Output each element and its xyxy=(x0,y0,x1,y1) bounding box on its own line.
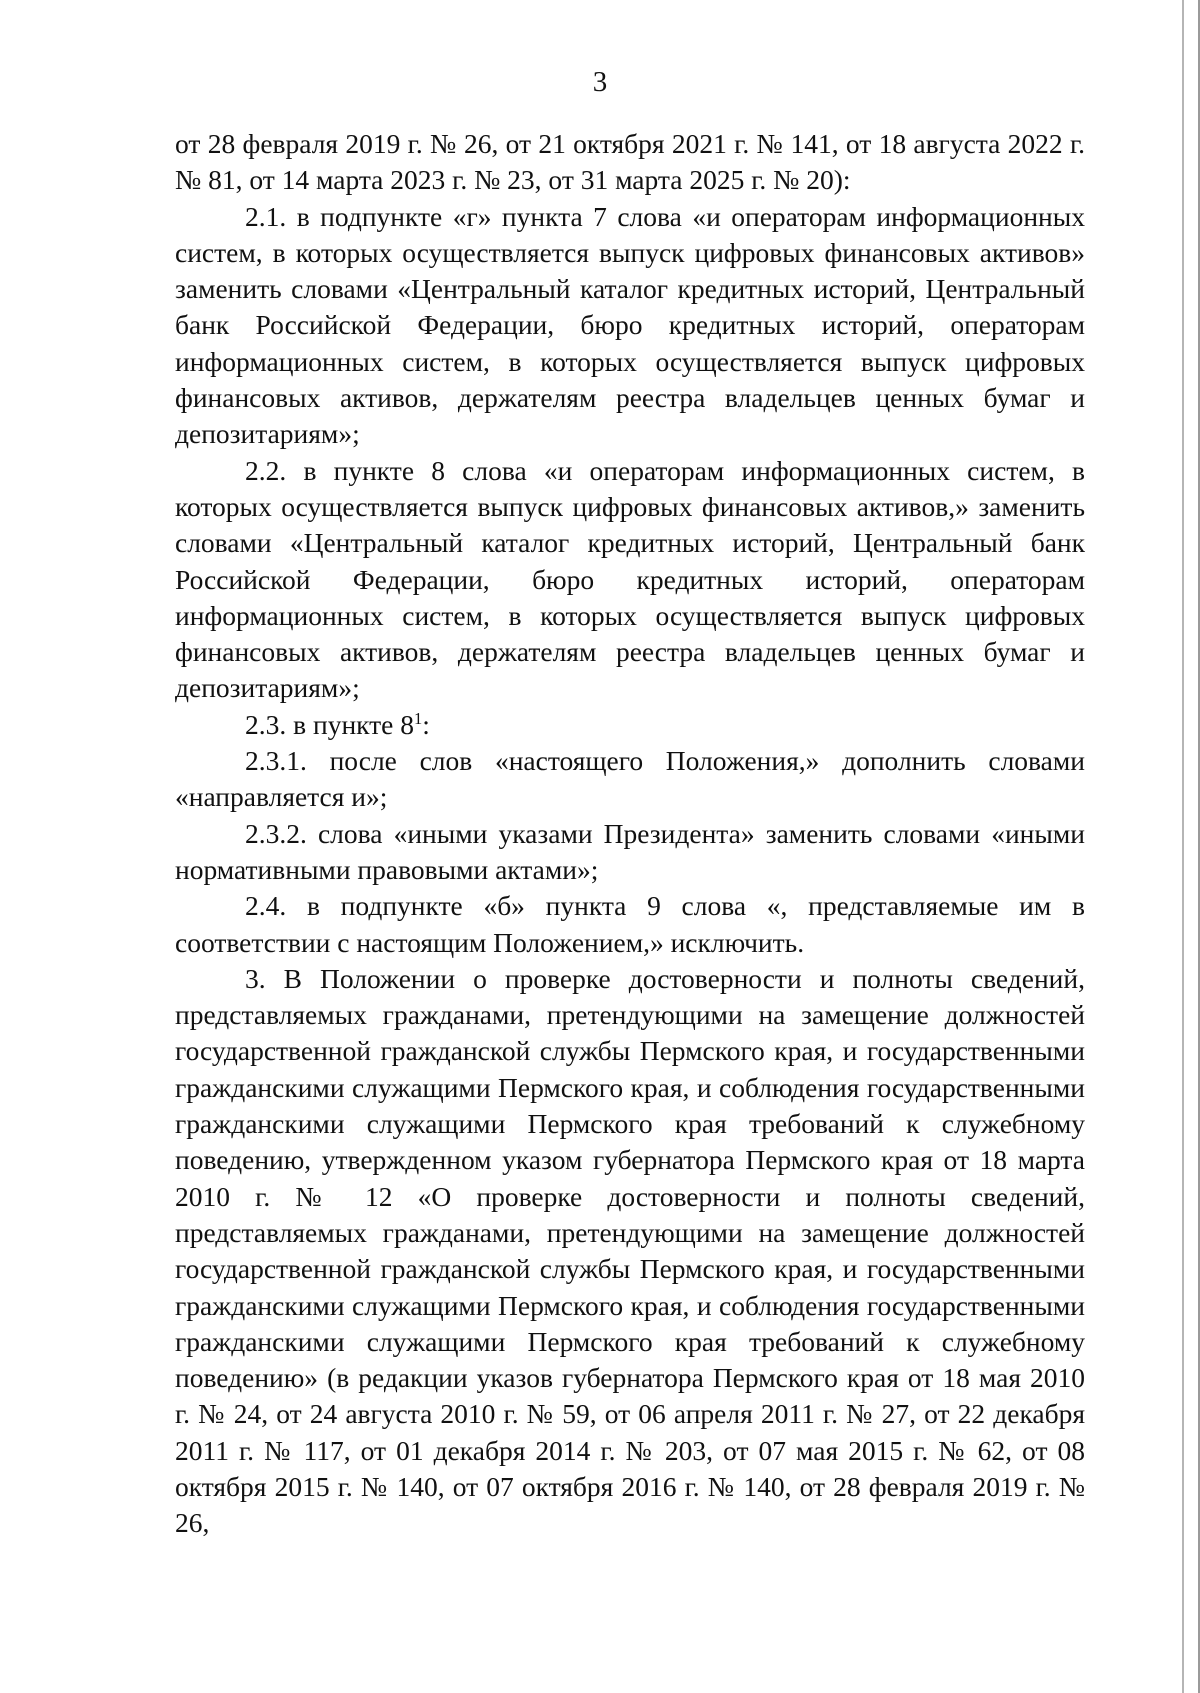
paragraph-2-2: 2.2. в пункте 8 слова «и операторам информационных систем, в которых осуществляется выпуск цифровых финансовых активов,» заменить словами «Центральный каталог кредитных историй, Центральный банк Российской Федерации, бюро кредитных историй, операторам информационных систем, в которых осуществляется выпуск цифровых финансовых активов, держателям реестра владельцев ценных бумаг и депозитариям»; xyxy=(175,454,1085,704)
scan-edge-line xyxy=(1182,0,1184,1693)
paragraph-3: 3. В Положении о проверке достоверности и полноты сведений, представляемых гражданами, претендующими на замещение должностей государственной гражданской службы Пермского края, и государственными гражданскими служащими Пермского края, и соблюдения государственными гражданскими служащими Пермского края требований к служебному поведению, утвержденном указом губернатора Пермского края от 18 марта 2010 г. № 12 «О проверке достоверности и полноты сведений, представляемых гражданами, претендующими на замещение должностей государственной гражданской службы Пермского края, и государственными гражданскими служащими Пермского края, и соблюдения государственными гражданскими служащими Пермского края требований к служебному поведению» (в редакции указов губернатора Пермского края от 18 мая 2010 г. № 24, от 24 августа 2010 г. № 59, от 06 апреля 2011 г. № 27, от 22 декабря 2011 г. № 117, от 01 декабря 2014 г. № 203, от 07 мая 2015 г. № 62, от 08 октября 2015 г. № 140, от 07 октября 2016 г. № 140, от 28 февраля 2019 г. № 26, xyxy=(175,962,1085,1539)
paragraph-2-3-colon: : xyxy=(422,708,430,740)
paragraph-2-3-1: 2.3.1. после слов «настоящего Положения,» дополнить словами «направляется и»; xyxy=(175,745,1085,813)
page-number: 3 xyxy=(592,66,608,98)
paragraph-2-3-2: 2.3.2. слова «иными указами Президента» заменить словами «иными нормативными правовыми актами»; xyxy=(175,817,1085,885)
paragraph-2-3-text: 2.3. в пункте 8 xyxy=(245,708,415,740)
paragraph-continuation: от 28 февраля 2019 г. № 26, от 21 октября 2021 г. № 141, от 18 августа 2022 г. № 81, от 14 марта 2023 г. № 23, от 31 марта 2025 г. № 20): xyxy=(175,128,1085,196)
document-body xyxy=(175,126,1085,1542)
paragraph-2-4: 2.4. в подпункте «б» пункта 9 слова «, представляемые им в соответствии с настоящим Положением,» исключить. xyxy=(175,890,1085,958)
paragraph-2-1: 2.1. в подпункте «г» пункта 7 слова «и операторам информационных систем, в которых осуществляется выпуск цифровых финансовых активов» заменить словами «Центральный каталог кредитных историй, Центральный банк Российской Федерации, бюро кредитных историй, операторам информационных систем, в которых осуществляется выпуск цифровых финансовых активов, держателям реестра владельцев ценных бумаг и депозитариям»; xyxy=(175,200,1085,450)
paragraph-2-3-superscript: 1 xyxy=(414,708,423,728)
paragraph-2-3 xyxy=(175,707,1085,743)
